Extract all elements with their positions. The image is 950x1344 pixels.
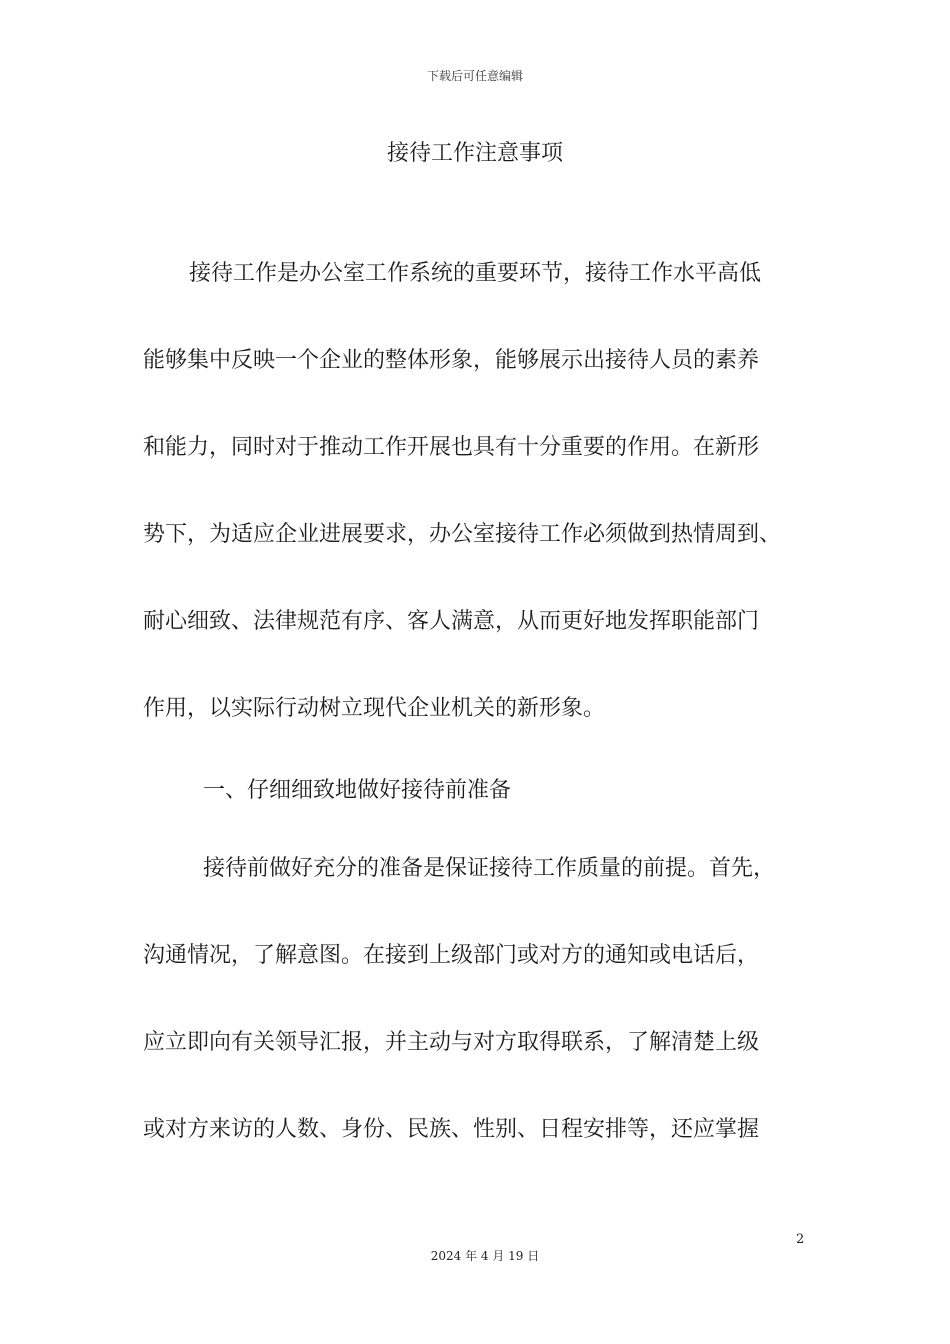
body-line: 接待工作是办公室工作系统的重要环节，接待工作水平高低 xyxy=(189,261,762,286)
header-note: 下载后可任意编辑 xyxy=(426,69,523,83)
body-line: 耐心细致、法律规范有序、客人满意，从而更好地发挥职能部门 xyxy=(143,609,760,634)
document-body xyxy=(143,252,823,1195)
body-line: 或对方来访的人数、身份、民族、性别、日程安排等，还应掌握 xyxy=(143,1117,760,1142)
body-line: 能够集中反映一个企业的整体形象，能够展示出接待人员的素养 xyxy=(143,348,760,373)
body-line: 作用，以实际行动树立现代企业机关的新形象。 xyxy=(143,696,606,721)
body-line: 势下，为适应企业进展要求，办公室接待工作必须做到热情周到、 xyxy=(143,522,782,547)
body-line: 沟通情况，了解意图。在接到上级部门或对方的通知或电话后， xyxy=(143,943,760,968)
body-line: 和能力，同时对于推动工作开展也具有十分重要的作用。在新形 xyxy=(143,435,760,460)
body-line: 接待前做好充分的准备是保证接待工作质量的前提。首先， xyxy=(203,856,776,881)
footer-date: 2024 年 4 月 19 日 xyxy=(430,1249,540,1263)
section-heading: 一、仔细细致地做好接待前准备 xyxy=(203,778,512,803)
page-number: 2 xyxy=(796,1232,805,1247)
document-title: 接待工作注意事项 xyxy=(386,141,563,166)
body-line: 应立即向有关领导汇报，并主动与对方取得联系，了解清楚上级 xyxy=(143,1030,760,1055)
